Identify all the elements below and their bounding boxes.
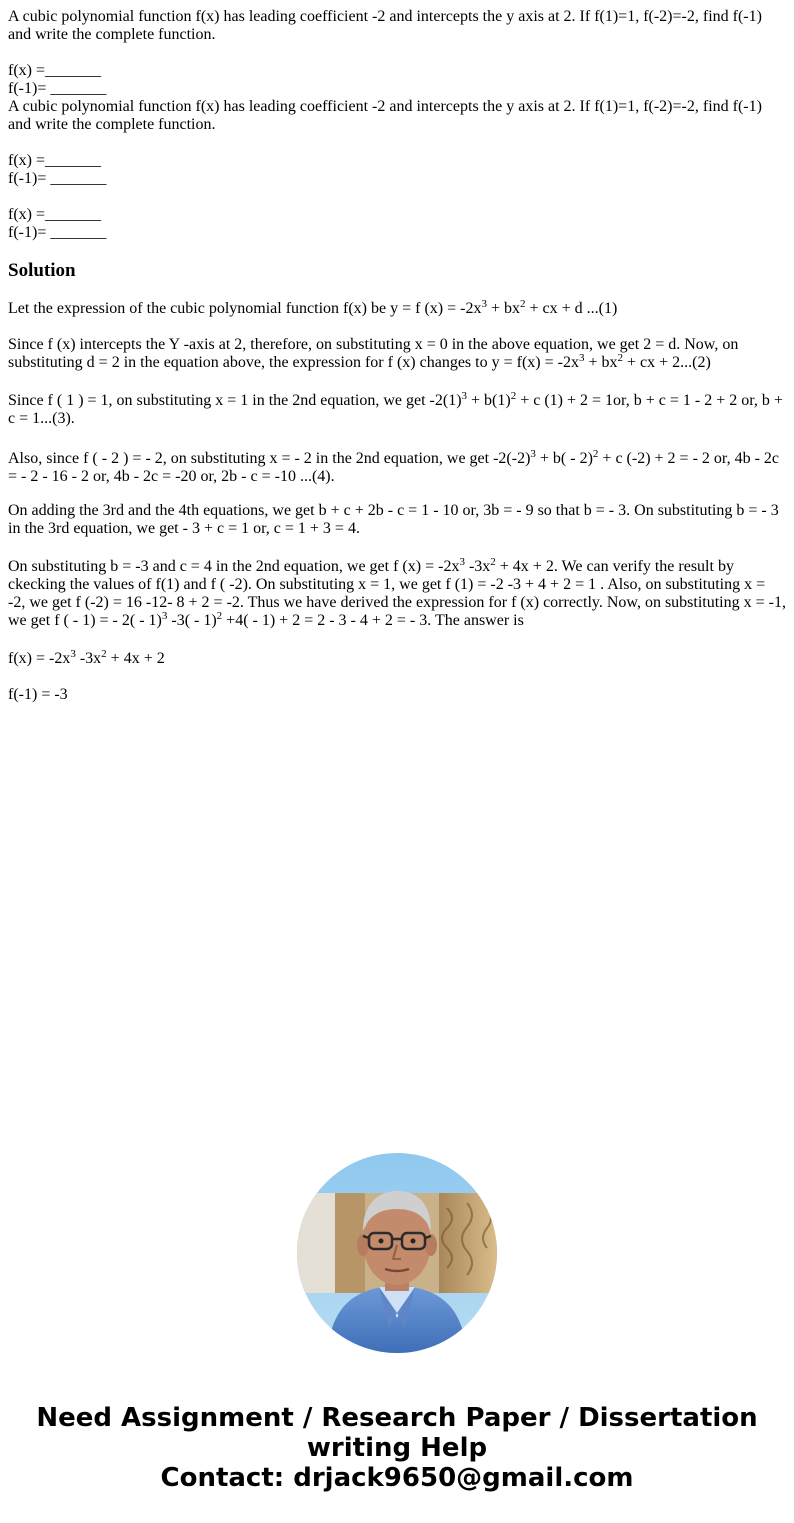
answer-f-minus1: f(-1) = -3: [8, 686, 68, 703]
solution-paragraph-1: Let the expression of the cubic polynomial function f(x) be y = f $(x) = -2x^3 + bx^2$ + cx + d ...(1): [8, 298, 618, 317]
question-text-repeat: A cubic polynomial function f(x) has leading coefficient -2 and intercepts the y axis at 2. If f(1)=1, f(-2)=-2, find f(-1) and write the complete function.: [8, 98, 762, 133]
fx-blank-repeat-2: f(x) =_______: [8, 206, 102, 223]
question-text: A cubic polynomial function f(x) has leading coefficient -2 and intercepts the y axis at 2. If f(1)=1, f(-2)=-2, find f(-1) and write the complete function.: [8, 8, 762, 43]
footer-contact: [0, 1403, 794, 1493]
solution-paragraph-4: Also, since f ( - 2 ) = - 2, on substituting x = - 2 in the 2nd equation, we get $-2(-2)^3 + b( - 2)^2 + c$ (-2) + 2 = - 2 or, 4b - 2c = - 2 - 16 - 2 or, 4b - 2c = -20 or, 2b - c = -10 ...(4).: [8, 448, 780, 485]
fx-blank-repeat: f(x) =_______: [8, 152, 102, 169]
f-minus1-blank: f(-1)= _______: [8, 80, 107, 97]
fx-blank: f(x) =_______: [8, 62, 102, 79]
f-minus1-blank-repeat-2: f(-1)= _______: [8, 224, 107, 241]
solution-paragraph-6: On substituting b = -3 and c = 4 in the 2nd equation, we get f $(x) = -2x^3$ $-3x^2 + 4x + 2$. We can verify the result by ckecking the values of f(1) and f ( -2). On substituting x = 1, we get f (1) = -2 -3 + 4 + 2 = 1 . Also, on substituting x = -2, we get f (-2) = 16 -12- 8 + 2 = -2. Thus we have derived the expression for f (x) correctly. Now, on substituting x = -1, we get f ( - 1) = - 2( - 1)$^3$ -3( - 1)$^2$ +4( - 1) + 2 = 2 - 3 - 4 + 2 = - 3. The answer is: [8, 556, 786, 629]
footer-line-3: Contact: drjack9650@gmail.com: [160, 1463, 634, 1493]
answer-fx: $f(x) = -2x^3$ $-3x^2 + 4x + 2$: [8, 648, 165, 667]
document-body: [8, 8, 786, 720]
f-minus1-blank-repeat: f(-1)= _______: [8, 170, 107, 187]
solution-paragraph-5: On adding the 3rd and the 4th equations, we get b + c + 2b - c = 1 - 10 or, 3b = - 9 so that b = - 3. On substituting b = - 3 in the 3rd equation, we get - 3 + c = 1 or, c = 1 + 3 = 4.: [8, 502, 779, 537]
footer-line-2: writing Help: [306, 1433, 488, 1463]
solution-heading: Solution: [8, 260, 76, 281]
footer-line-1: Need Assignment / Research Paper / Dissertation: [36, 1403, 758, 1433]
solution-paragraph-2: Since f (x) intercepts the Y -axis at 2, therefore, on substituting x = 0 in the above equation, we get 2 = d. Now, on substituting d = 2 in the equation above, the expression for f (x) changes to $y = f(x) = -2x^3 + bx^2$ + cx + 2...(2): [8, 336, 739, 371]
solution-paragraph-3: Since f ( 1 ) = 1, on substituting x = 1 in the 2nd equation, we get $-2(1)^3 + b(1)^2 + c$ (1) + 2 = 1or, b + c = 1 - 2 + 2 or, b + c = 1...(3).: [8, 390, 783, 427]
author-photo: [297, 1153, 497, 1353]
